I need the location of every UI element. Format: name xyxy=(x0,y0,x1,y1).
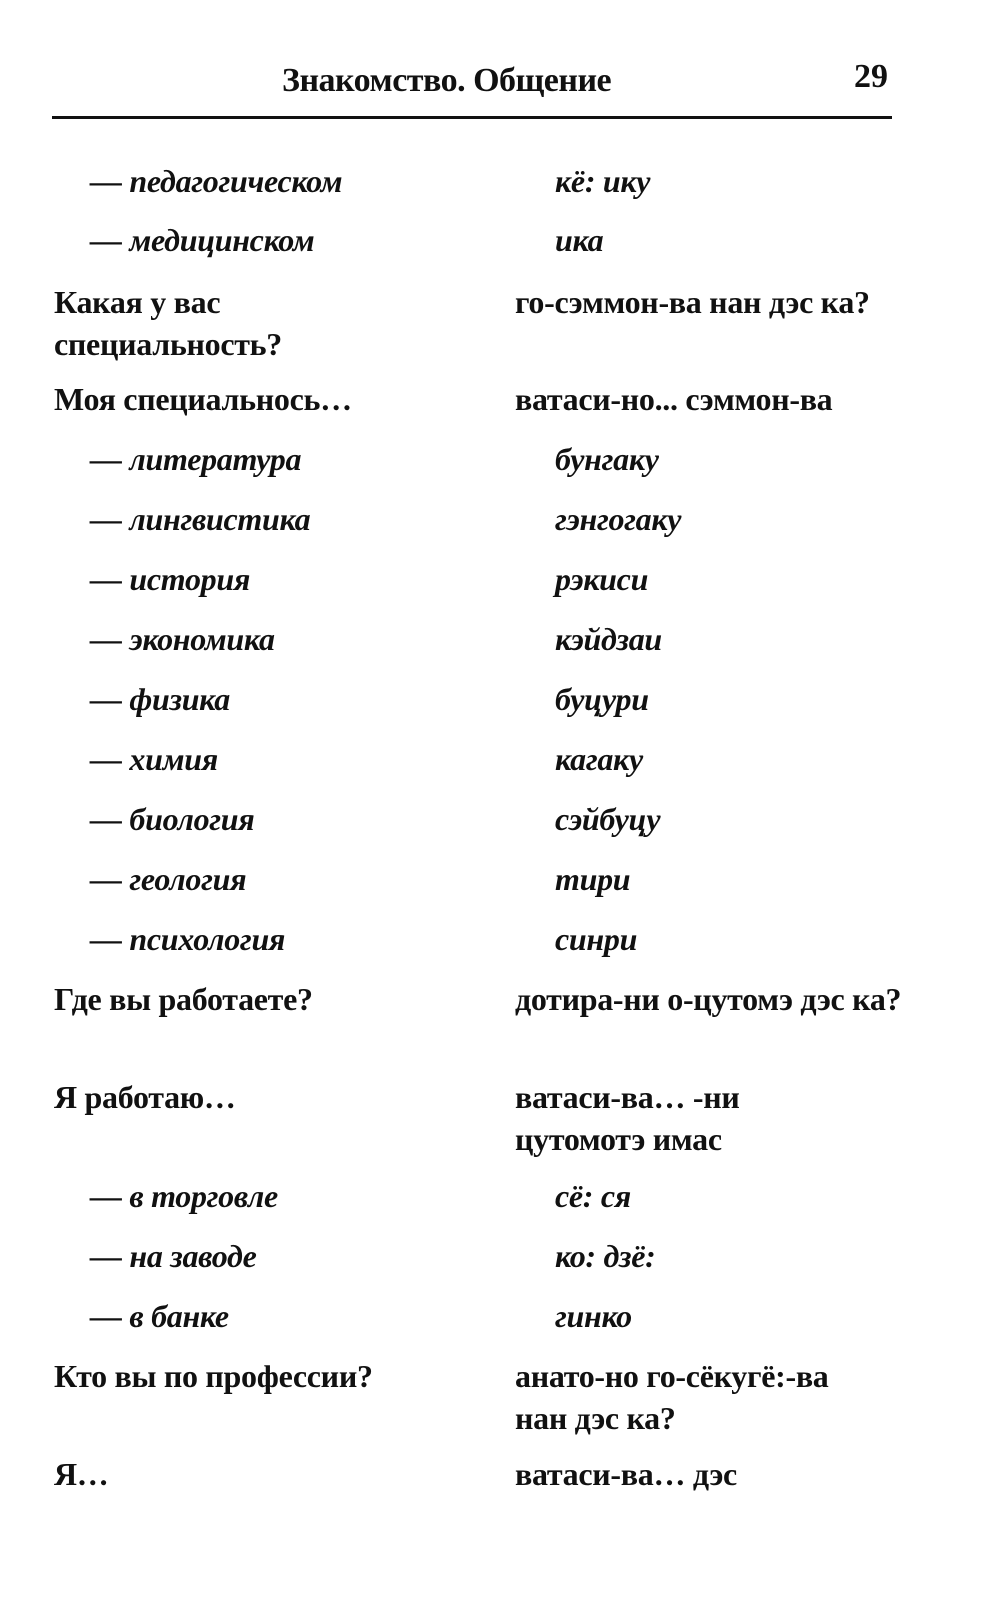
russian-phrase: — педагогическом xyxy=(90,163,343,199)
russian-phrase: Где вы работаете? xyxy=(54,981,313,1017)
japanese-phrase: кагаку xyxy=(555,741,643,777)
russian-phrase: Моя специальнось… xyxy=(54,381,352,417)
japanese-phrase: ватаси-ва… дэс xyxy=(515,1456,737,1492)
japanese-phrase: анато-но го-сёкугё:-ва нан дэс ка? xyxy=(515,1358,829,1436)
japanese-phrase: ватаси-ва… -ни цутомотэ имас xyxy=(515,1079,740,1157)
russian-phrase: — психология xyxy=(90,921,286,957)
page-number: 29 xyxy=(854,58,888,95)
japanese-phrase: сэйбуцу xyxy=(555,801,661,837)
russian-phrase: — в банке xyxy=(90,1298,229,1334)
russian-phrase: — химия xyxy=(90,741,218,777)
russian-phrase: — физика xyxy=(90,681,231,717)
japanese-phrase: кё: ику xyxy=(555,163,651,199)
page-header xyxy=(52,58,892,119)
japanese-phrase: ко: дзё: xyxy=(555,1238,656,1274)
russian-phrase: Я… xyxy=(54,1456,109,1492)
japanese-phrase: бунгаку xyxy=(555,441,659,477)
japanese-phrase: кэйдзаи xyxy=(555,621,662,657)
japanese-phrase: гинко xyxy=(555,1298,632,1334)
japanese-phrase: тири xyxy=(555,861,631,897)
japanese-phrase: рэкиси xyxy=(555,561,649,597)
russian-phrase: — геология xyxy=(90,861,247,897)
russian-phrase: Какая у вас специальность? xyxy=(54,284,282,362)
russian-phrase: — на заводе xyxy=(90,1238,257,1274)
japanese-phrase: ика xyxy=(555,222,604,258)
russian-phrase: Кто вы по профессии? xyxy=(54,1358,373,1394)
japanese-phrase: го-сэммон-ва нан дэс ка? xyxy=(515,284,870,320)
japanese-phrase: гэнгогаку xyxy=(555,501,682,537)
russian-phrase: Я работаю… xyxy=(54,1079,236,1115)
russian-phrase: — литература xyxy=(90,441,302,477)
japanese-phrase: буцури xyxy=(555,681,649,717)
japanese-phrase: сё: ся xyxy=(555,1178,631,1214)
header-title: Знакомство. Общение xyxy=(282,62,612,99)
russian-phrase: — лингвистика xyxy=(90,501,311,537)
japanese-phrase: синри xyxy=(555,921,638,957)
russian-phrase: — в торговле xyxy=(90,1178,278,1214)
russian-phrase: — биология xyxy=(90,801,255,837)
russian-phrase: — экономика xyxy=(90,621,275,657)
japanese-phrase: ватаси-но... сэммон-ва xyxy=(515,381,833,417)
russian-phrase: — история xyxy=(90,561,251,597)
russian-phrase: — медицинском xyxy=(90,222,315,258)
japanese-phrase: дотира-ни о-цутомэ дэс ка? xyxy=(515,981,902,1017)
